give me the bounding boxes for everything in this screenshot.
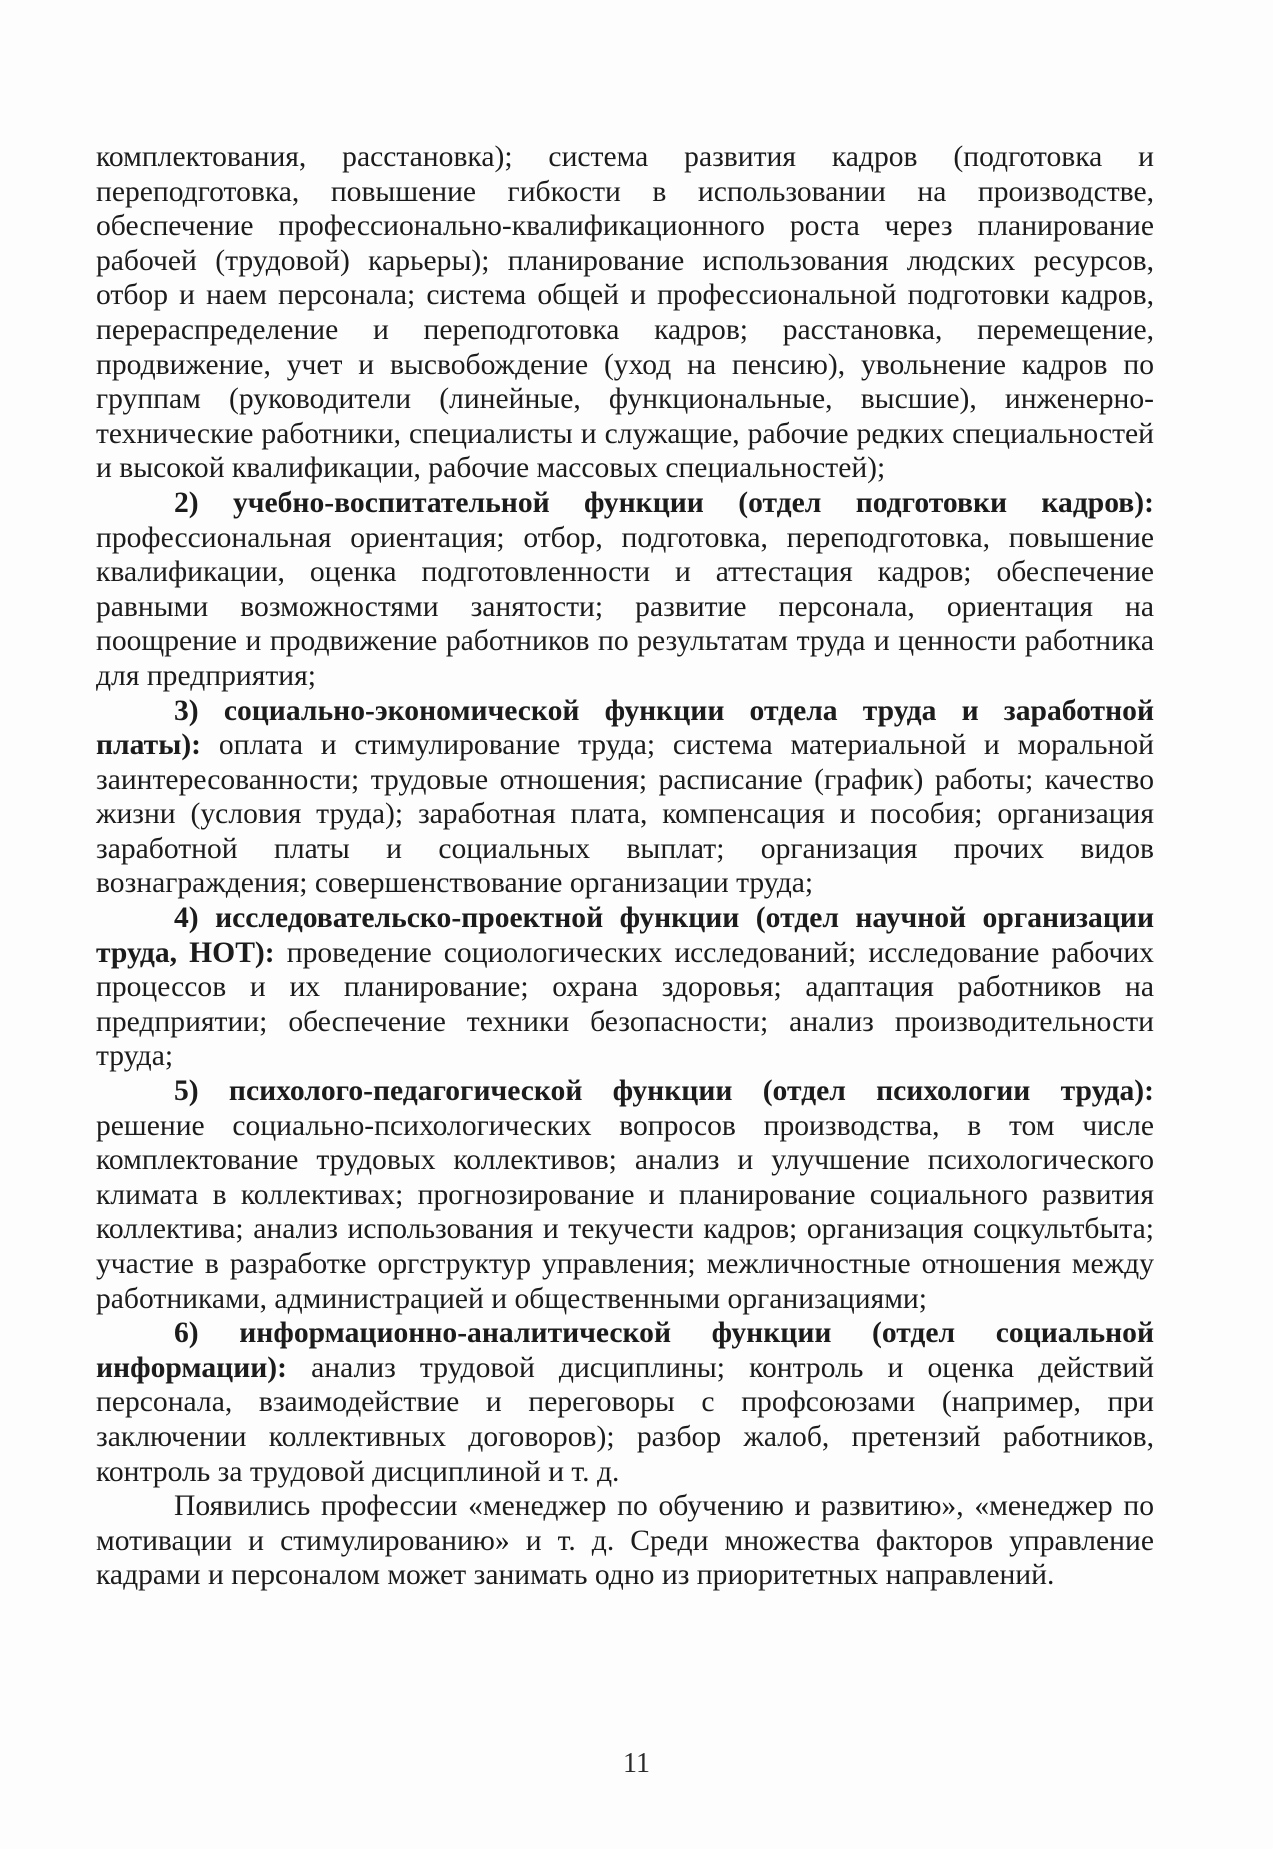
paragraph-5-text: решение социально-психологических вопросов производства, в том числе комплектование трудовых коллективов; анализ и улучшение психологического климата в коллективах; прогнозирование и планирование социального развития коллектива; анализ использования и текучести кадров; организация соцкультбыта; участие в разработке оргструктур управления; межличностные отношения между работниками, администрацией и общественными организациями; [96, 1109, 1154, 1315]
paragraph-5-heading: 5) психолого-педагогической функции (отдел психологии труда): [174, 1075, 1154, 1108]
paragraph-6-heading: 6) информационно-аналитической функции (отдел социальной информации): [96, 1317, 1154, 1384]
paragraph-2-text: профессиональная ориентация; отбор, подготовка, переподготовка, повышение квалификации, оценка подготовленности и аттестация кадров; обеспечение равными возможностями занятости; развитие персонала, ориентация на поощрение и продвижение работников по результатам труда и ценности работника для предприятия; [96, 521, 1154, 692]
paragraph-3-heading: 3) социально-экономической функции отдела труда и заработной платы): [96, 694, 1154, 762]
paragraph-1 [96, 140, 1154, 486]
paragraph-5 [96, 1074, 1154, 1316]
paragraph-6-text: анализ трудовой дисциплины; контроль и оценка действий персонала, взаимодействие и переговоры с профсоюзами (например, при заключении коллективных договоров); разбор жалоб, претензий работников, контроль за трудовой дисциплиной и т. д. [96, 1351, 1154, 1488]
paragraph-4-text: проведение социологических исследований; исследование рабочих процессов и их планирование; охрана здоровья; адаптация работников на предприятии; обеспечение техники безопасности; анализ производительности труда; [96, 936, 1154, 1073]
paragraph-2 [96, 486, 1154, 694]
paragraph-3-text: оплата и стимулирование труда; система материальной и моральной заинтересованности; трудовые отношения; расписание (график) работы; качество жизни (условия труда); заработная плата, компенсация и пособия; организация заработной платы и социальных выплат; организация прочих видов вознаграждения; совершенствование организации труда; [96, 729, 1154, 900]
paragraph-2-heading: 2) учебно-воспитательной функции (отдел подготовки кадров): [174, 486, 1154, 519]
paragraph-7-text: Появились профессии «менеджер по обучению и развитию», «менеджер по мотивации и стимулированию» и т. д. Среди множества факторов управление кадрами и персоналом может занимать одно из приоритетных направлений. [96, 1490, 1154, 1592]
paragraph-6 [96, 1316, 1154, 1489]
paragraph-4 [96, 901, 1154, 1074]
paragraph-7 [96, 1489, 1154, 1593]
paragraph-4-heading: 4) исследовательско-проектной функции (отдел научной организации труда, НОТ): [96, 902, 1154, 969]
body-text [96, 140, 1154, 1593]
paragraph-3 [96, 694, 1154, 902]
paragraph-1-text: комплектования, расстановка); система развития кадров (подготовка и переподготовка, повышение гибкости в использовании на производстве, обеспечение профессионально-квалификационного роста через планирование рабочей (трудовой) карьеры); планирование использования людских ресурсов, отбор и наем персонала; система общей и профессиональной подготовки кадров, перераспределение и переподготовка кадров; расстановка, перемещение, продвижение, учет и высвобождение (уход на пенсию), увольнение кадров по группам (руководители (линейные, функциональные, высшие), инженерно-технические работники, специалисты и служащие, рабочие редких специальностей и высокой квалификации, рабочие массовых специальностей); [96, 141, 1154, 485]
page-number: 11 [623, 1748, 650, 1779]
